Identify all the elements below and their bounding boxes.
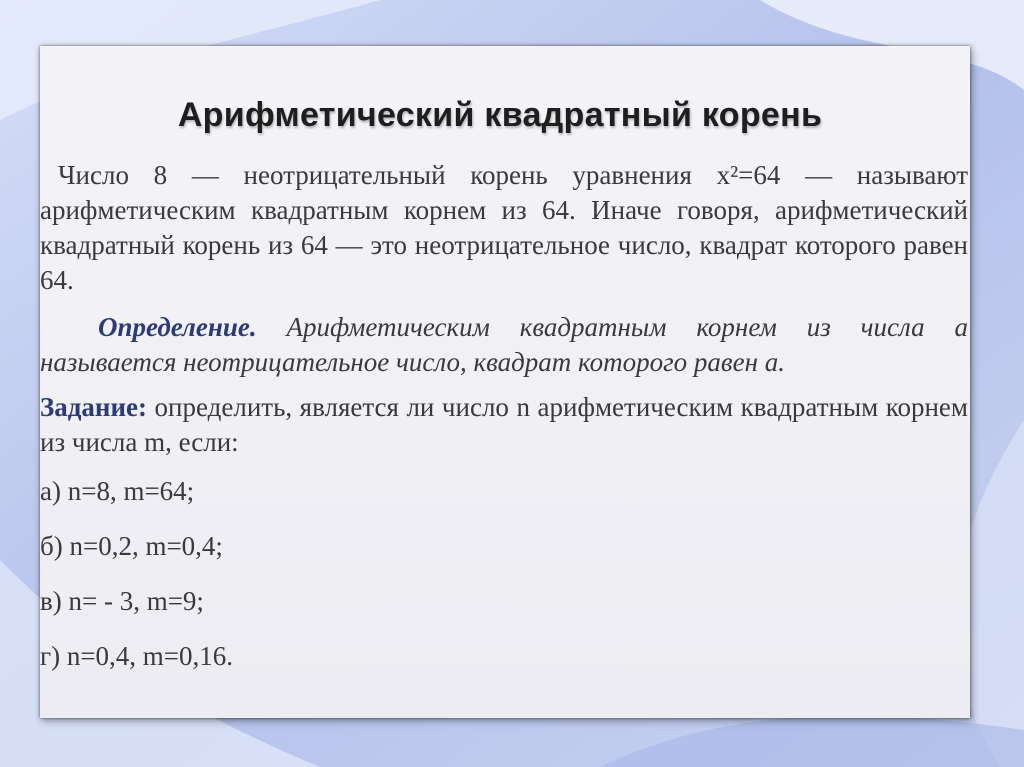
task-cases-list [40, 474, 968, 694]
definition-label: Определение. [98, 312, 257, 342]
task-paragraph [40, 390, 968, 460]
slide-content [40, 158, 968, 694]
definition-text: Арифметическим квадратным корнем из числа a называется неотрицательное число, квадрат которого равен a. [40, 312, 968, 377]
task-case-a: а) n=8, m=64; [40, 476, 195, 506]
task-case-c: в) n= - 3, m=9; [40, 586, 204, 616]
task-text: определить, является ли число n арифметическим квадратным корнем из числа m, если: [40, 392, 968, 457]
task-case-b: б) n=0,2, m=0,4; [40, 531, 223, 561]
definition-paragraph [40, 310, 968, 380]
task-case-d: г) n=0,4, m=0,16. [40, 641, 234, 671]
slide-title: Арифметический квадратный корень [177, 96, 823, 134]
intro-paragraph: Число 8 — неотрицательный корень уравнения x²=64 — называют арифметическим квадратным корнем из 64. Иначе говоря, арифметический квадратный корень из 64 — это неотрицательное число, квадрат которого равен 64. [40, 160, 968, 295]
task-label: Задание: [40, 392, 147, 422]
